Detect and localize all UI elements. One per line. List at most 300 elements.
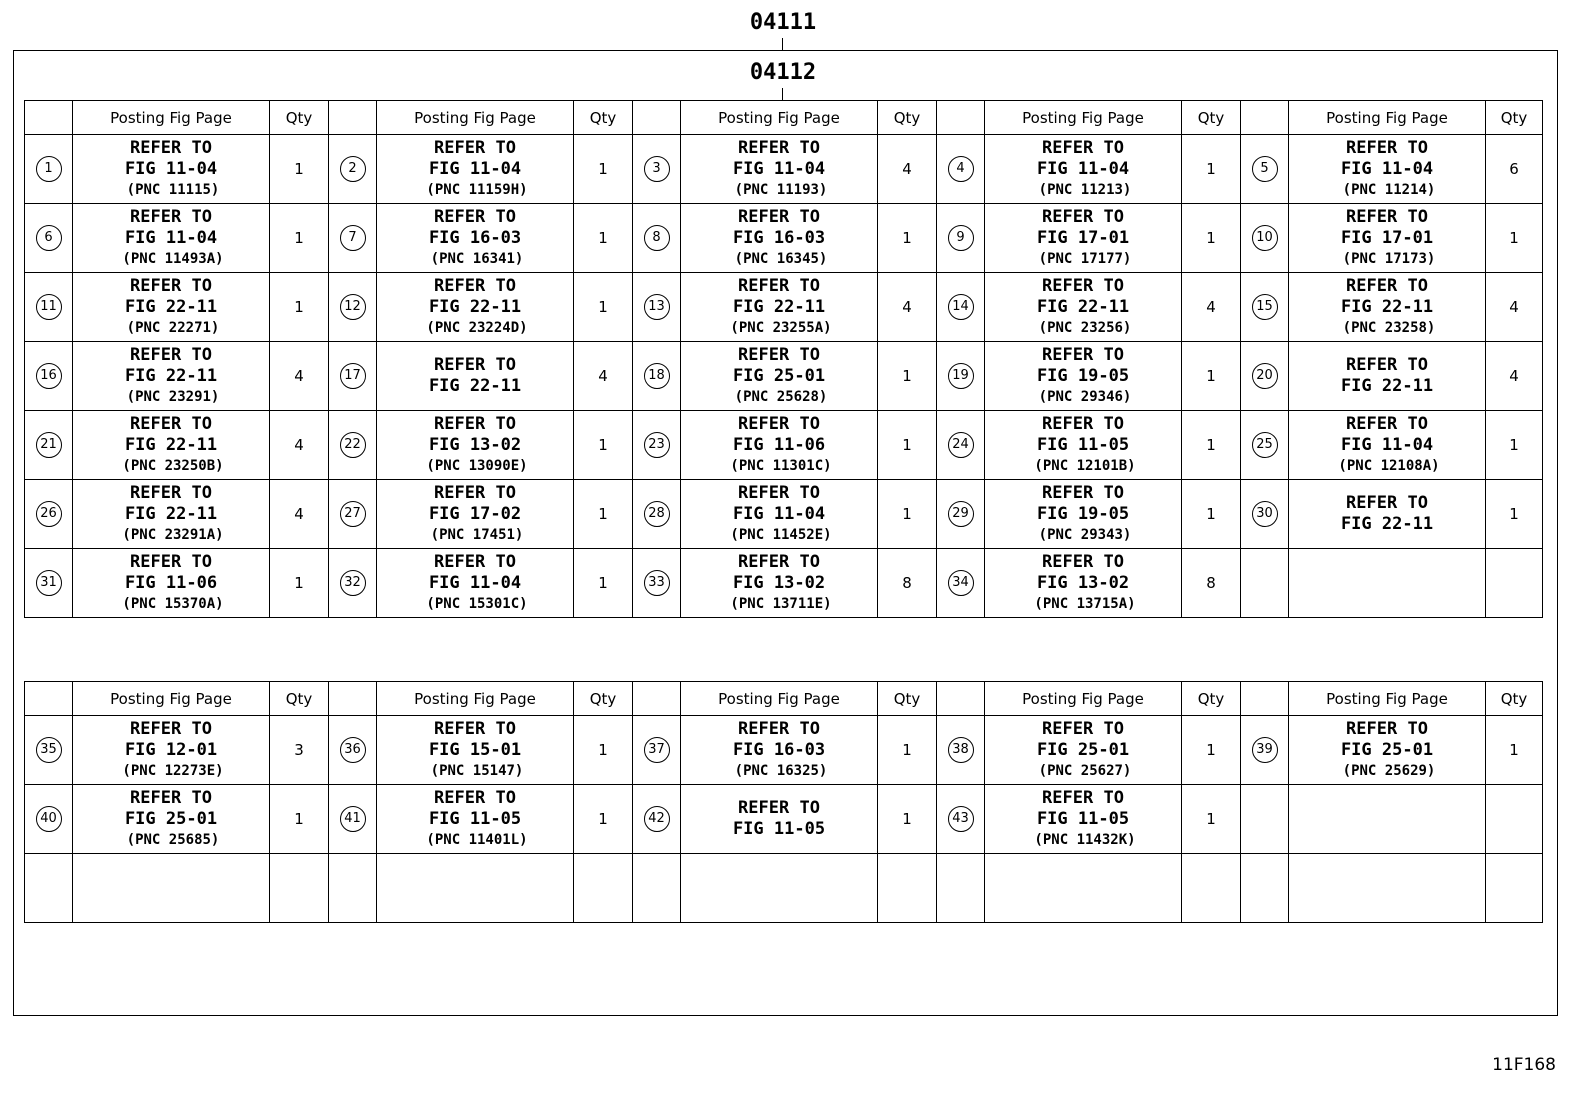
pnc-number: (PNC 29346)	[1038, 388, 1132, 405]
reference-cell	[985, 716, 1182, 785]
callout-number: 17	[340, 363, 366, 389]
fig-reference: FIG 11-04	[1340, 158, 1434, 179]
index-cell	[1241, 411, 1289, 480]
qty-cell: 4	[270, 411, 329, 480]
callout-number: 38	[948, 737, 974, 763]
qty-cell	[1486, 549, 1543, 618]
refer-to-text: REFER TO	[738, 798, 820, 818]
pnc-number: (PNC 16325)	[734, 762, 828, 779]
fig-reference: FIG 13-02	[1036, 572, 1130, 593]
index-cell	[329, 204, 377, 273]
pnc-number: (PNC 11301C)	[730, 457, 832, 474]
pnc-number: (PNC 11493A)	[122, 250, 224, 267]
qty-cell: 8	[1182, 549, 1241, 618]
callout-number: 6	[36, 225, 62, 251]
qty-cell: 1	[878, 716, 937, 785]
index-cell	[329, 273, 377, 342]
index-cell	[1241, 785, 1289, 854]
fig-reference: FIG 22-11	[124, 434, 218, 455]
fig-reference: FIG 16-03	[732, 739, 826, 760]
index-cell	[25, 204, 73, 273]
qty-cell: 1	[270, 785, 329, 854]
pnc-number: (PNC 25628)	[734, 388, 828, 405]
refer-to-text: REFER TO	[738, 344, 820, 365]
header-index-cell	[937, 101, 985, 135]
index-cell	[937, 785, 985, 854]
pnc-number: (PNC 25685)	[126, 831, 220, 848]
callout-number: 31	[36, 570, 62, 596]
reference-cell	[681, 854, 878, 923]
index-cell	[329, 135, 377, 204]
index-cell	[25, 716, 73, 785]
index-cell	[633, 549, 681, 618]
qty-cell: 1	[574, 716, 633, 785]
qty-cell: 1	[878, 342, 937, 411]
refer-to-text: REFER TO	[434, 275, 516, 296]
pnc-number: (PNC 12273E)	[122, 762, 224, 779]
index-cell	[1241, 273, 1289, 342]
reference-cell	[377, 342, 574, 411]
header-index-cell	[633, 101, 681, 135]
refer-to-text: REFER TO	[1042, 275, 1124, 296]
refer-to-text: REFER TO	[434, 787, 516, 808]
qty-cell: 1	[1486, 204, 1543, 273]
refer-to-text: REFER TO	[434, 206, 516, 227]
fig-reference: FIG 11-04	[428, 158, 522, 179]
qty-cell: 1	[574, 135, 633, 204]
qty-cell: 3	[270, 716, 329, 785]
qty-cell: 1	[878, 411, 937, 480]
refer-to-text: REFER TO	[1346, 206, 1428, 227]
callout-number: 11	[36, 294, 62, 320]
refer-to-text: REFER TO	[738, 137, 820, 158]
index-cell	[329, 342, 377, 411]
header-qty: Qty	[1182, 682, 1241, 716]
header-posting-fig-page: Posting Fig Page	[681, 682, 878, 716]
callout-number: 20	[1252, 363, 1278, 389]
reference-cell	[1289, 411, 1486, 480]
reference-cell	[1289, 342, 1486, 411]
callout-number: 16	[36, 363, 62, 389]
reference-cell	[681, 716, 878, 785]
qty-cell	[574, 854, 633, 923]
pnc-number: (PNC 11193)	[734, 181, 828, 198]
header-posting-fig-page: Posting Fig Page	[1289, 101, 1486, 135]
reference-cell	[985, 785, 1182, 854]
callout-number: 14	[948, 294, 974, 320]
pnc-number: (PNC 16345)	[734, 250, 828, 267]
refer-to-text: REFER TO	[130, 206, 212, 227]
refer-to-text: REFER TO	[1346, 413, 1428, 434]
table-row	[25, 716, 1543, 785]
fig-reference: FIG 22-11	[1340, 296, 1434, 317]
outer-assembly-label: 04111	[749, 10, 817, 35]
pnc-number: (PNC 11214)	[1342, 181, 1436, 198]
index-cell	[329, 411, 377, 480]
qty-cell: 4	[1486, 342, 1543, 411]
callout-number: 19	[948, 363, 974, 389]
pnc-number: (PNC 16341)	[430, 250, 524, 267]
qty-cell: 1	[1486, 480, 1543, 549]
qty-cell: 1	[270, 135, 329, 204]
refer-to-text: REFER TO	[130, 551, 212, 572]
header-row	[25, 101, 1543, 135]
index-cell	[1241, 135, 1289, 204]
index-cell	[1241, 342, 1289, 411]
callout-number: 41	[340, 806, 366, 832]
reference-cell	[377, 273, 574, 342]
qty-cell: 1	[574, 204, 633, 273]
callout-number: 3	[644, 156, 670, 182]
header-posting-fig-page: Posting Fig Page	[985, 682, 1182, 716]
refer-to-text: REFER TO	[1042, 137, 1124, 158]
refer-to-text: REFER TO	[130, 718, 212, 739]
pnc-number: (PNC 17173)	[1342, 250, 1436, 267]
header-qty: Qty	[1486, 101, 1543, 135]
refer-to-text: REFER TO	[130, 275, 212, 296]
callout-number: 29	[948, 501, 974, 527]
fig-reference: FIG 16-03	[428, 227, 522, 248]
index-cell	[937, 549, 985, 618]
fig-reference: FIG 11-04	[1340, 434, 1434, 455]
fig-reference: FIG 13-02	[732, 572, 826, 593]
header-index-cell	[1241, 682, 1289, 716]
reference-cell	[985, 135, 1182, 204]
header-qty: Qty	[270, 101, 329, 135]
reference-cell	[73, 342, 270, 411]
refer-to-text: REFER TO	[738, 413, 820, 434]
qty-cell: 1	[1182, 716, 1241, 785]
callout-number: 8	[644, 225, 670, 251]
reference-cell	[377, 785, 574, 854]
table-row	[25, 273, 1543, 342]
reference-cell	[377, 480, 574, 549]
fig-reference: FIG 11-04	[124, 227, 218, 248]
callout-number: 28	[644, 501, 670, 527]
qty-cell: 1	[270, 273, 329, 342]
refer-to-text: REFER TO	[1042, 413, 1124, 434]
qty-cell: 1	[1182, 480, 1241, 549]
reference-cell	[73, 204, 270, 273]
pnc-number: (PNC 11432K)	[1034, 831, 1136, 848]
refer-to-text: REFER TO	[1042, 344, 1124, 365]
reference-cell	[985, 204, 1182, 273]
refer-to-text: REFER TO	[434, 551, 516, 572]
fig-reference: FIG 19-05	[1036, 365, 1130, 386]
reference-cell	[985, 480, 1182, 549]
reference-cell	[73, 411, 270, 480]
reference-cell	[377, 411, 574, 480]
fig-reference: FIG 11-04	[1036, 158, 1130, 179]
fig-reference: FIG 11-06	[732, 434, 826, 455]
inner-leader-line	[782, 88, 783, 100]
callout-number: 5	[1252, 156, 1278, 182]
pnc-number: (PNC 23255A)	[730, 319, 832, 336]
callout-number: 27	[340, 501, 366, 527]
pnc-number: (PNC 23258)	[1342, 319, 1436, 336]
reference-cell	[1289, 480, 1486, 549]
fig-reference: FIG 17-01	[1340, 227, 1434, 248]
refer-to-text: REFER TO	[738, 718, 820, 739]
table-row	[25, 411, 1543, 480]
qty-cell: 1	[1182, 342, 1241, 411]
table-row	[25, 785, 1543, 854]
fig-reference: FIG 25-01	[124, 808, 218, 829]
callout-number: 13	[644, 294, 670, 320]
reference-cell	[681, 411, 878, 480]
index-cell	[25, 342, 73, 411]
qty-cell	[1486, 785, 1543, 854]
refer-to-text: REFER TO	[130, 344, 212, 365]
reference-cell	[985, 854, 1182, 923]
header-posting-fig-page: Posting Fig Page	[377, 682, 574, 716]
reference-cell	[73, 785, 270, 854]
table-row	[25, 549, 1543, 618]
header-posting-fig-page: Posting Fig Page	[377, 101, 574, 135]
index-cell	[1241, 716, 1289, 785]
pnc-number: (PNC 15370A)	[122, 595, 224, 612]
refer-to-text: REFER TO	[130, 787, 212, 808]
refer-to-text: REFER TO	[434, 413, 516, 434]
table-row	[25, 204, 1543, 273]
reference-cell	[681, 785, 878, 854]
refer-to-text: REFER TO	[738, 275, 820, 296]
refer-to-text: REFER TO	[434, 718, 516, 739]
index-cell	[937, 135, 985, 204]
header-posting-fig-page: Posting Fig Page	[73, 682, 270, 716]
fig-reference: FIG 11-06	[124, 572, 218, 593]
header-index-cell	[633, 682, 681, 716]
callout-number: 22	[340, 432, 366, 458]
index-cell	[25, 549, 73, 618]
reference-cell	[985, 273, 1182, 342]
index-cell	[25, 273, 73, 342]
index-cell	[937, 716, 985, 785]
callout-number: 34	[948, 570, 974, 596]
qty-cell: 1	[270, 204, 329, 273]
table-row	[25, 342, 1543, 411]
reference-cell	[73, 273, 270, 342]
pnc-number: (PNC 11452E)	[730, 526, 832, 543]
qty-cell: 4	[878, 135, 937, 204]
pnc-number: (PNC 22271)	[126, 319, 220, 336]
header-index-cell	[329, 682, 377, 716]
header-qty: Qty	[270, 682, 329, 716]
fig-reference: FIG 22-11	[428, 376, 522, 396]
fig-reference: FIG 25-01	[1340, 739, 1434, 760]
reference-cell	[377, 854, 574, 923]
fig-reference: FIG 22-11	[124, 503, 218, 524]
reference-cell	[73, 716, 270, 785]
qty-cell: 1	[574, 785, 633, 854]
index-cell	[633, 204, 681, 273]
qty-cell: 4	[878, 273, 937, 342]
fig-reference: FIG 25-01	[732, 365, 826, 386]
qty-cell	[270, 854, 329, 923]
qty-cell: 1	[270, 549, 329, 618]
qty-cell: 1	[1182, 204, 1241, 273]
fig-reference: FIG 11-05	[1036, 434, 1130, 455]
reference-cell	[377, 204, 574, 273]
fig-reference: FIG 17-02	[428, 503, 522, 524]
fig-reference: FIG 11-04	[428, 572, 522, 593]
pnc-number: (PNC 11401L)	[426, 831, 528, 848]
pnc-number: (PNC 13715A)	[1034, 595, 1136, 612]
qty-cell: 1	[574, 273, 633, 342]
fig-reference: FIG 16-03	[732, 227, 826, 248]
header-index-cell	[1241, 101, 1289, 135]
pnc-number: (PNC 13090E)	[426, 457, 528, 474]
callout-number: 2	[340, 156, 366, 182]
index-cell	[633, 716, 681, 785]
index-cell	[937, 480, 985, 549]
reference-cell	[681, 549, 878, 618]
qty-cell: 8	[878, 549, 937, 618]
figure-code: 11F168	[1492, 1055, 1556, 1075]
pnc-number: (PNC 17177)	[1038, 250, 1132, 267]
reference-cell	[1289, 549, 1486, 618]
table-row	[25, 854, 1543, 923]
header-posting-fig-page: Posting Fig Page	[73, 101, 270, 135]
pnc-number: (PNC 11115)	[126, 181, 220, 198]
reference-cell	[73, 854, 270, 923]
pnc-number: (PNC 13711E)	[730, 595, 832, 612]
pnc-number: (PNC 12108A)	[1338, 457, 1440, 474]
refer-to-text: REFER TO	[1042, 718, 1124, 739]
reference-cell	[1289, 716, 1486, 785]
refer-to-text: REFER TO	[1042, 551, 1124, 572]
qty-cell: 1	[1486, 716, 1543, 785]
pnc-number: (PNC 23291)	[126, 388, 220, 405]
index-cell	[633, 135, 681, 204]
pnc-number: (PNC 15301C)	[426, 595, 528, 612]
index-cell	[25, 785, 73, 854]
index-cell	[633, 785, 681, 854]
reference-cell	[1289, 273, 1486, 342]
refer-to-text: REFER TO	[434, 355, 516, 375]
qty-cell: 4	[1182, 273, 1241, 342]
header-qty: Qty	[1182, 101, 1241, 135]
header-qty: Qty	[878, 101, 937, 135]
table-row	[25, 480, 1543, 549]
qty-cell	[1182, 854, 1241, 923]
fig-reference: FIG 11-05	[1036, 808, 1130, 829]
qty-cell: 4	[270, 480, 329, 549]
refer-to-text: REFER TO	[130, 137, 212, 158]
refer-to-text: REFER TO	[738, 206, 820, 227]
pnc-number: (PNC 23256)	[1038, 319, 1132, 336]
refer-to-text: REFER TO	[434, 137, 516, 158]
reference-cell	[377, 549, 574, 618]
callout-number: 18	[644, 363, 670, 389]
fig-reference: FIG 11-04	[124, 158, 218, 179]
pnc-number: (PNC 23250B)	[122, 457, 224, 474]
reference-cell	[681, 480, 878, 549]
header-qty: Qty	[878, 682, 937, 716]
index-cell	[633, 480, 681, 549]
callout-number: 33	[644, 570, 670, 596]
qty-cell: 1	[878, 204, 937, 273]
reference-cell	[73, 480, 270, 549]
reference-cell	[1289, 135, 1486, 204]
reference-cell	[681, 342, 878, 411]
pnc-number: (PNC 11213)	[1038, 181, 1132, 198]
index-cell	[633, 273, 681, 342]
pnc-number: (PNC 17451)	[430, 526, 524, 543]
fig-reference: FIG 11-04	[732, 503, 826, 524]
callout-number: 1	[36, 156, 62, 182]
refer-to-text: REFER TO	[1346, 275, 1428, 296]
header-posting-fig-page: Posting Fig Page	[985, 101, 1182, 135]
outer-leader-line	[782, 38, 783, 50]
reference-cell	[985, 549, 1182, 618]
posting-table-2	[24, 681, 1543, 923]
pnc-number: (PNC 29343)	[1038, 526, 1132, 543]
index-cell	[329, 549, 377, 618]
header-index-cell	[25, 682, 73, 716]
pnc-number: (PNC 23224D)	[426, 319, 528, 336]
qty-cell: 1	[574, 411, 633, 480]
fig-reference: FIG 11-05	[732, 819, 826, 839]
reference-cell	[1289, 204, 1486, 273]
index-cell	[329, 716, 377, 785]
callout-number: 15	[1252, 294, 1278, 320]
callout-number: 23	[644, 432, 670, 458]
pnc-number: (PNC 11159H)	[426, 181, 528, 198]
fig-reference: FIG 22-11	[124, 365, 218, 386]
inner-assembly-label: 04112	[749, 60, 817, 85]
fig-reference: FIG 13-02	[428, 434, 522, 455]
index-cell	[329, 785, 377, 854]
qty-cell: 1	[1182, 135, 1241, 204]
header-index-cell	[25, 101, 73, 135]
index-cell	[329, 480, 377, 549]
fig-reference: FIG 11-05	[428, 808, 522, 829]
index-cell	[329, 854, 377, 923]
fig-reference: FIG 17-01	[1036, 227, 1130, 248]
refer-to-text: REFER TO	[1042, 206, 1124, 227]
qty-cell: 1	[1182, 785, 1241, 854]
reference-cell	[377, 716, 574, 785]
callout-number: 40	[36, 806, 62, 832]
pnc-number: (PNC 25629)	[1342, 762, 1436, 779]
pnc-number: (PNC 23291A)	[122, 526, 224, 543]
reference-cell	[985, 411, 1182, 480]
index-cell	[633, 342, 681, 411]
callout-number: 30	[1252, 501, 1278, 527]
index-cell	[25, 135, 73, 204]
header-posting-fig-page: Posting Fig Page	[1289, 682, 1486, 716]
callout-number: 43	[948, 806, 974, 832]
callout-number: 37	[644, 737, 670, 763]
reference-cell	[377, 135, 574, 204]
qty-cell: 4	[270, 342, 329, 411]
refer-to-text: REFER TO	[130, 482, 212, 503]
index-cell	[937, 854, 985, 923]
callout-number: 42	[644, 806, 670, 832]
callout-number: 24	[948, 432, 974, 458]
header-index-cell	[937, 682, 985, 716]
fig-reference: FIG 22-11	[1036, 296, 1130, 317]
callout-number: 10	[1252, 225, 1278, 251]
header-qty: Qty	[574, 682, 633, 716]
qty-cell: 1	[1486, 411, 1543, 480]
index-cell	[25, 480, 73, 549]
qty-cell: 6	[1486, 135, 1543, 204]
fig-reference: FIG 22-11	[1340, 514, 1434, 534]
refer-to-text: REFER TO	[434, 482, 516, 503]
fig-reference: FIG 11-04	[732, 158, 826, 179]
